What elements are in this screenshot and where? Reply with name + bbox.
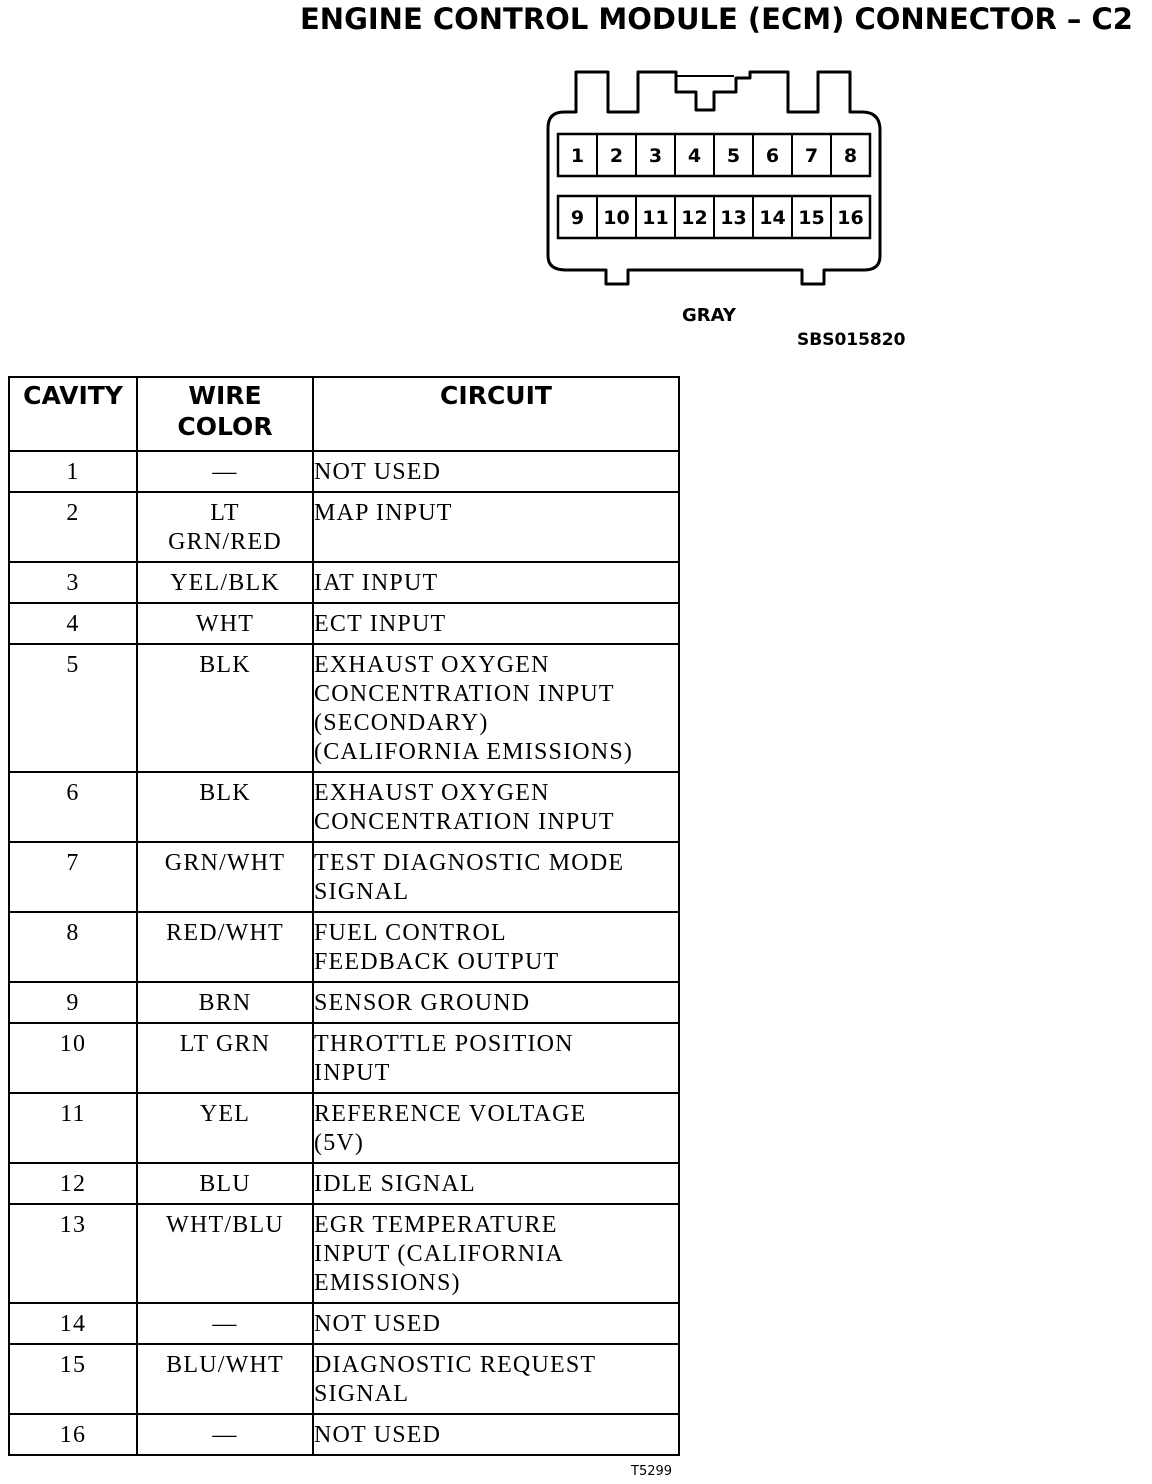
circuit-line: DIAGNOSTIC REQUEST	[314, 1352, 597, 1378]
table-row	[9, 982, 679, 1023]
wire-color-cell	[137, 912, 313, 982]
pin-label-11: 11	[642, 207, 669, 229]
circuit-line: SIGNAL	[314, 1381, 410, 1407]
circuit-line: INPUT	[314, 1060, 391, 1086]
cavity-cell: 9	[9, 982, 137, 1023]
connector-diagram	[546, 70, 882, 290]
table-row	[9, 1204, 679, 1303]
table-row	[9, 603, 679, 644]
circuit-line: (CALIFORNIA EMISSIONS)	[314, 739, 634, 765]
cavity-cell: 6	[9, 772, 137, 842]
circuit-line: SENSOR GROUND	[314, 990, 531, 1016]
header-wire-color	[137, 377, 313, 451]
circuit-line: NOT USED	[314, 459, 442, 485]
circuit-cell	[313, 562, 679, 603]
cavity-cell: 16	[9, 1414, 137, 1455]
wire-color-cell	[137, 1344, 313, 1414]
pinout-body	[9, 451, 679, 1455]
table-row	[9, 1414, 679, 1455]
header-wire-line2: COLOR	[177, 412, 273, 441]
figure-code: SBS015820	[797, 330, 906, 350]
table-row	[9, 451, 679, 492]
header-cavity: CAVITY	[9, 377, 137, 451]
circuit-cell	[313, 644, 679, 772]
pin-label-10: 10	[603, 207, 630, 229]
wire-color-cell	[137, 1414, 313, 1455]
table-header-row	[9, 377, 679, 451]
pin-label-1: 1	[570, 145, 585, 167]
cavity-cell: 5	[9, 644, 137, 772]
circuit-line: FEEDBACK OUTPUT	[314, 949, 560, 975]
circuit-line: EMISSIONS)	[314, 1270, 461, 1296]
cavity-cell: 1	[9, 451, 137, 492]
pin-label-5: 5	[726, 145, 741, 167]
circuit-line: CONCENTRATION INPUT	[314, 809, 615, 835]
circuit-cell	[313, 912, 679, 982]
pin-label-16: 16	[837, 207, 864, 229]
cavity-cell: 3	[9, 562, 137, 603]
wire-color-cell	[137, 451, 313, 492]
circuit-cell	[313, 1344, 679, 1414]
pin-label-13: 13	[720, 207, 747, 229]
pin-label-3: 3	[648, 145, 663, 167]
circuit-line: MAP INPUT	[314, 500, 453, 526]
circuit-line: TEST DIAGNOSTIC MODE	[314, 850, 625, 876]
wire-color-line: GRN/WHT	[164, 850, 286, 876]
circuit-cell	[313, 982, 679, 1023]
pin-label-6: 6	[765, 145, 780, 167]
footer-code: T5299	[631, 1464, 673, 1479]
circuit-line: FUEL CONTROL	[314, 920, 507, 946]
wire-color-cell	[137, 842, 313, 912]
table-row	[9, 1093, 679, 1163]
table-row	[9, 1163, 679, 1204]
circuit-line: EXHAUST OXYGEN	[314, 652, 550, 678]
wire-color-line: LT GRN	[179, 1031, 271, 1057]
pin-label-15: 15	[798, 207, 825, 229]
wire-color-cell	[137, 1093, 313, 1163]
circuit-cell	[313, 1204, 679, 1303]
table-row	[9, 1023, 679, 1093]
wire-color-cell	[137, 1023, 313, 1093]
wire-color-line: YEL/BLK	[170, 570, 280, 596]
cavity-cell: 10	[9, 1023, 137, 1093]
circuit-line: THROTTLE POSITION	[314, 1031, 574, 1057]
table-row	[9, 492, 679, 562]
circuit-cell	[313, 1303, 679, 1344]
circuit-line: ECT INPUT	[314, 611, 447, 637]
wire-color-cell	[137, 1303, 313, 1344]
circuit-cell	[313, 492, 679, 562]
pin-label-8: 8	[843, 145, 858, 167]
wire-color-cell	[137, 772, 313, 842]
wire-color-line: —	[212, 1422, 238, 1448]
wire-color-cell	[137, 1163, 313, 1204]
wire-color-cell	[137, 562, 313, 603]
circuit-line: NOT USED	[314, 1311, 442, 1337]
pin-label-4: 4	[687, 145, 702, 167]
table-row	[9, 644, 679, 772]
circuit-line: REFERENCE VOLTAGE	[314, 1101, 587, 1127]
circuit-line: IAT INPUT	[314, 570, 439, 596]
wire-color-line: BLU	[199, 1171, 251, 1197]
wire-color-cell	[137, 982, 313, 1023]
pin-label-9: 9	[570, 207, 585, 229]
circuit-line: NOT USED	[314, 1422, 442, 1448]
wire-color-cell	[137, 644, 313, 772]
wire-color-cell	[137, 603, 313, 644]
circuit-cell	[313, 842, 679, 912]
circuit-cell	[313, 451, 679, 492]
circuit-line: EXHAUST OXYGEN	[314, 780, 550, 806]
wire-color-line: BRN	[198, 990, 252, 1016]
table-row	[9, 1303, 679, 1344]
circuit-cell	[313, 1093, 679, 1163]
circuit-line: CONCENTRATION INPUT	[314, 681, 615, 707]
circuit-line: IDLE SIGNAL	[314, 1171, 476, 1197]
wire-color-line: WHT	[195, 611, 255, 637]
wire-color-line: GRN/RED	[168, 529, 282, 555]
wire-color-cell	[137, 1204, 313, 1303]
cavity-cell: 12	[9, 1163, 137, 1204]
circuit-cell	[313, 1414, 679, 1455]
wire-color-line: —	[212, 1311, 238, 1337]
circuit-cell	[313, 603, 679, 644]
wire-color-line: BLK	[199, 652, 251, 678]
wire-color-line: —	[212, 459, 238, 485]
table-row	[9, 842, 679, 912]
wire-color-line: BLK	[199, 780, 251, 806]
cavity-cell: 4	[9, 603, 137, 644]
pin-label-12: 12	[681, 207, 708, 229]
table-row	[9, 772, 679, 842]
header-wire-line1: WIRE	[188, 381, 262, 410]
cavity-cell: 11	[9, 1093, 137, 1163]
circuit-line: EGR TEMPERATURE	[314, 1212, 558, 1238]
cavity-cell: 14	[9, 1303, 137, 1344]
cavity-cell: 7	[9, 842, 137, 912]
wire-color-line: BLU/WHT	[166, 1352, 284, 1378]
circuit-line: (SECONDARY)	[314, 710, 489, 736]
circuit-line: SIGNAL	[314, 879, 410, 905]
wire-color-line: LT	[210, 500, 240, 526]
table-row	[9, 912, 679, 982]
wire-color-line: WHT/BLU	[166, 1212, 284, 1238]
wire-color-line: RED/WHT	[166, 920, 284, 946]
cavity-cell: 13	[9, 1204, 137, 1303]
wire-color-cell	[137, 492, 313, 562]
circuit-line: (5V)	[314, 1130, 365, 1156]
connector-color-caption: GRAY	[682, 305, 736, 326]
circuit-cell	[313, 1023, 679, 1093]
pin-label-7: 7	[804, 145, 819, 167]
circuit-cell	[313, 1163, 679, 1204]
pinout-table	[8, 376, 680, 1456]
header-circuit: CIRCUIT	[313, 377, 679, 451]
page-title: ENGINE CONTROL MODULE (ECM) CONNECTOR – C2	[300, 2, 1133, 36]
cavity-cell: 15	[9, 1344, 137, 1414]
table-row	[9, 1344, 679, 1414]
pin-label-14: 14	[759, 207, 786, 229]
cavity-cell: 2	[9, 492, 137, 562]
circuit-cell	[313, 772, 679, 842]
cavity-cell: 8	[9, 912, 137, 982]
pin-label-2: 2	[609, 145, 624, 167]
circuit-line: INPUT (CALIFORNIA	[314, 1241, 564, 1267]
wire-color-line: YEL	[199, 1101, 251, 1127]
table-row	[9, 562, 679, 603]
